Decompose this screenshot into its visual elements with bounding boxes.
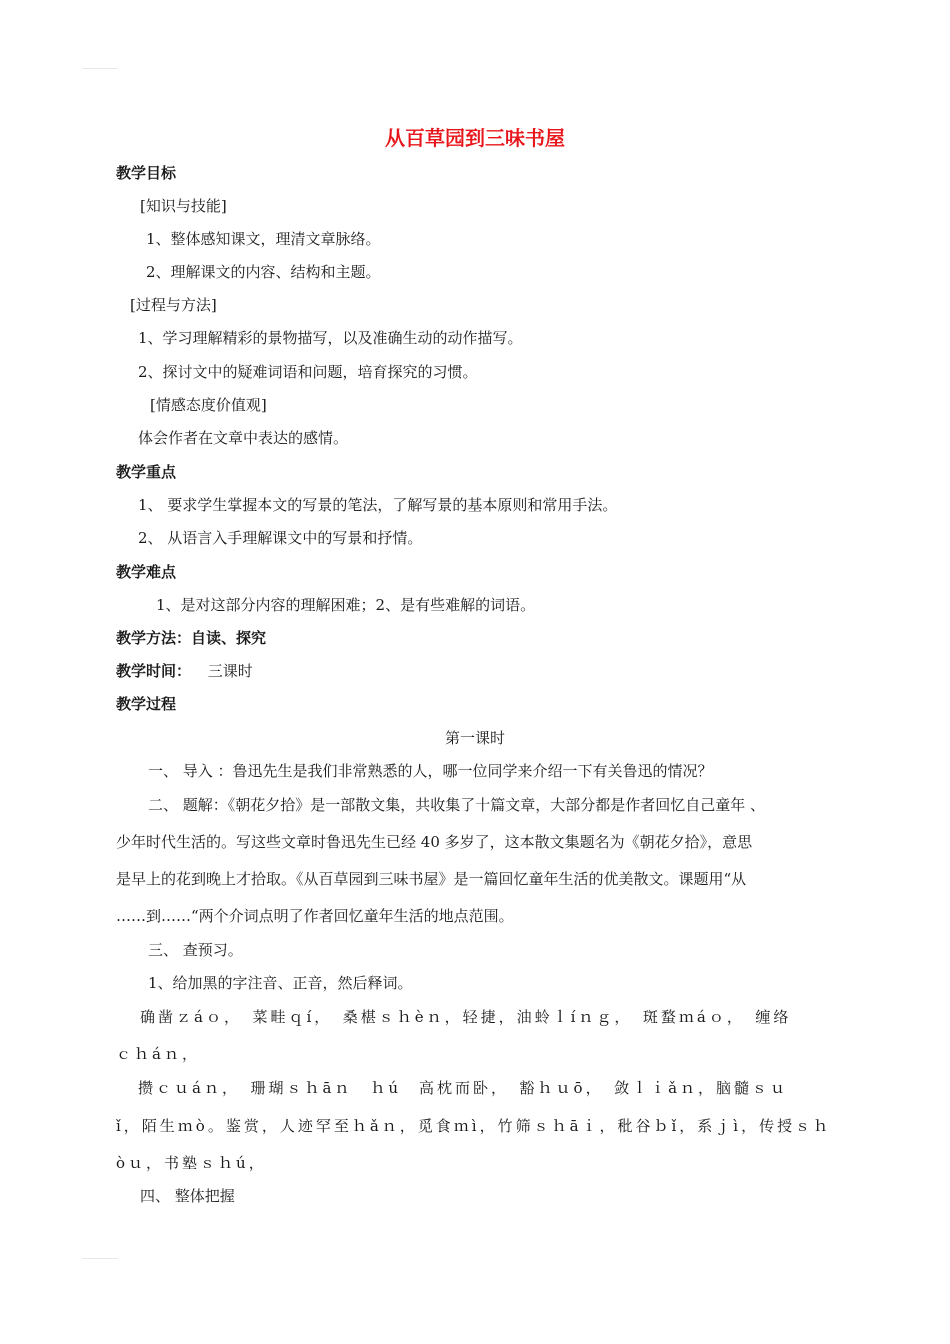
lesson-title: 第一课时 [444,729,505,747]
explain-line-3: 是早上的花到晚上才拾取。《从百草园到三味书屋》是一篇回忆童年生活的优美散文。课题用“从 [116,870,747,888]
key-point-1: 1、 要求学生掌握本文的写景的笔法，了解写景的基本原则和常用手法。 [138,496,618,514]
time-heading: 教学时间： [116,662,192,680]
pinyin-line-3: 攒ｃｕáｎ， 珊瑚ｓｈāｎ ｈú 高枕而卧， 豁ｈｕō， 敛ｌｉǎｎ，脑髓ｓｕ [138,1079,789,1097]
emotion-text: 体会作者在文章中表达的感情。 [138,429,349,447]
difficulties-text: 1、是对这部分内容的理解困难；2、是有些难解的词语。 [156,596,536,614]
preview-task: 1、给加黑的字注音、正音，然后释词。 [148,974,413,992]
footer-mark [82,1258,118,1259]
emotion-label: [情感态度价值观] [150,396,267,414]
preview-heading: 三、 查预习。 [148,941,243,959]
method-heading: 教学方法：自读、探究 [116,629,267,647]
pinyin-line-1: 确凿ｚáｏ， 菜畦ｑí， 桑椹ｓｈèｎ，轻捷，油蛉ｌíｎｇ， 斑蝥ｍáｏ， 缠络 [140,1008,792,1026]
knowledge-item-2: 2、理解课文的内容、结构和主题。 [146,263,381,281]
pinyin-line-2: ｃｈáｎ， [116,1045,200,1063]
pinyin-line-5: òｕ，书塾ｓｈú， [116,1154,267,1172]
overview-heading: 四、 整体把握 [140,1187,235,1205]
process-item-1: 1、学习理解精彩的景物描写，以及准确生动的动作描写。 [138,329,523,347]
explain-line-2: 少年时代生活的。写这些文章时鲁迅先生已经 40 多岁了，这本散文集题名为《朝花夕拾》，意思 [116,833,753,851]
process-item-2: 2、探讨文中的疑难词语和问题，培育探究的习惯。 [138,363,478,381]
document-title: 从百草园到三味书屋 [385,126,565,150]
knowledge-label: [知识与技能] [140,197,227,215]
key-point-2: 2、 从语言入手理解课文中的写景和抒情。 [138,529,423,547]
key-points-heading: 教学重点 [116,463,177,481]
intro-paragraph: 一、 导入 ：鲁迅先生是我们非常熟悉的人，哪一位同学来介绍一下有关鲁迅的情况？ [148,762,713,780]
knowledge-item-1: 1、整体感知课文，理清文章脉络。 [146,230,381,248]
time-row [116,661,253,681]
explain-line-4: ……到……“两个介词点明了作者回忆童年生活的地点范围。 [116,907,514,925]
difficulties-heading: 教学难点 [116,563,177,581]
time-value: 三课时 [207,662,253,680]
header-mark [82,68,118,69]
pinyin-line-4: ǐ，陌生ｍò。鉴赏，人迹罕至ｈǎｎ，觅食ｍì，竹筛ｓｈāｉ，秕谷ｂǐ，系ｊì，传授ｓｈ [116,1117,832,1135]
objectives-heading: 教学目标 [116,164,177,182]
process-label: [过程与方法] [130,296,217,314]
explain-line-1: 二、 题解：《朝花夕拾》是一部散文集，共收集了十篇文章，大部分都是作者回忆自己童年 、 [148,796,766,814]
process-heading: 教学过程 [116,695,177,713]
